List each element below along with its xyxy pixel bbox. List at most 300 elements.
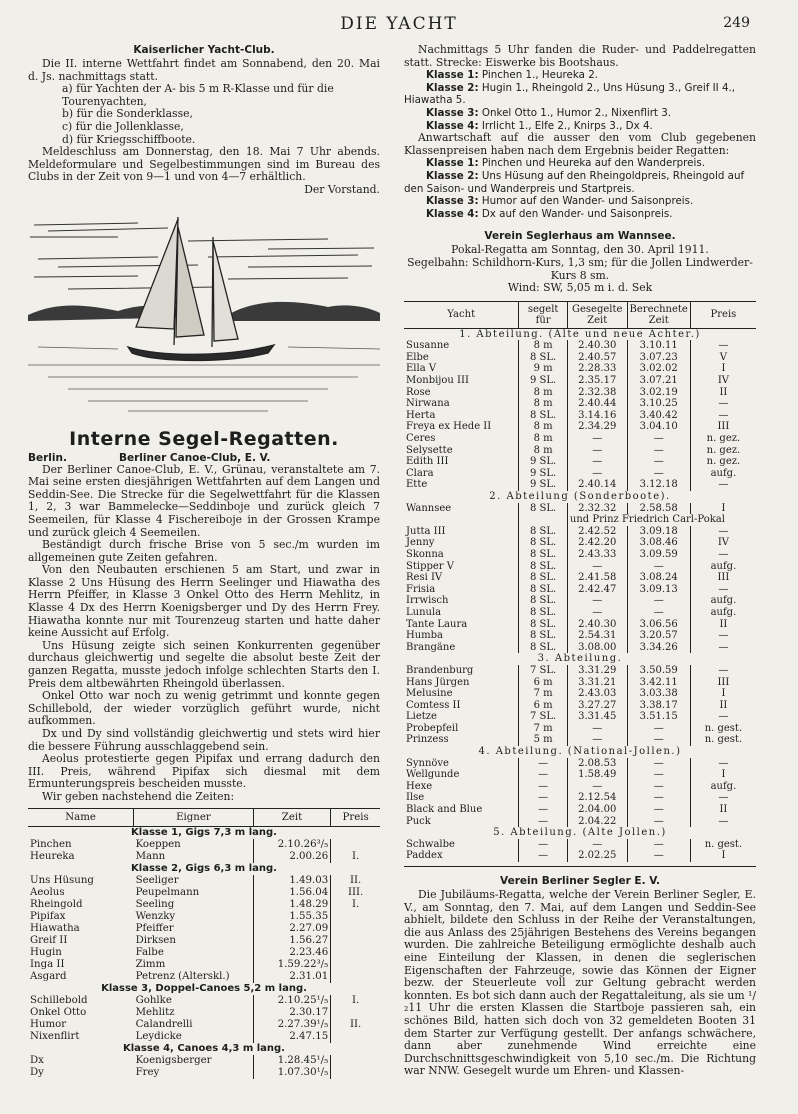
- prize-value: [331, 1007, 380, 1019]
- yacht-name: Melusine: [404, 688, 519, 700]
- calc-time: —: [627, 595, 690, 607]
- yacht-name: Paddex: [404, 850, 519, 862]
- table-row: [404, 445, 756, 457]
- table-row: [404, 433, 756, 445]
- col-name: Name: [28, 808, 134, 826]
- klasse-text: Hugin 1., Rheingold 2., Uns Hüsung 3., Greif II 4., Hiawatha 5.: [404, 81, 736, 107]
- owner-name: Petrenz (Alterskl.): [134, 971, 254, 983]
- regatta-title: Interne Segel-Regatten.: [69, 427, 339, 450]
- klasse-label: Klasse 3:: [426, 106, 479, 119]
- klasse-text: Pinchen 1., Heureka 2.: [481, 69, 599, 82]
- table-row: [404, 758, 756, 770]
- time-value: 1.07.30¹/₅: [253, 1067, 330, 1079]
- calc-time: —: [627, 839, 690, 851]
- calc-time: —: [627, 456, 690, 468]
- sailed-time: 2.42.47: [567, 584, 627, 596]
- table-row: [28, 1067, 380, 1079]
- klasse-result: [404, 82, 756, 107]
- table-row: [404, 607, 756, 619]
- boat-name: Inga II: [30, 958, 65, 970]
- prize-value: [331, 923, 380, 935]
- calc-time: —: [627, 781, 690, 793]
- prize-value: I: [721, 363, 726, 375]
- yacht-name: Jutta III: [404, 526, 519, 538]
- wannsee-table-header: [404, 301, 756, 328]
- boat-name: Hiawatha: [30, 922, 80, 934]
- time-value: 2.27.09: [253, 923, 330, 935]
- wannsee-sub1: Pokal-Regatta am Sonntag, den 30. April 1911.: [451, 243, 709, 257]
- sailed-time: 2.35.17: [567, 375, 627, 387]
- class-value: 9 SL.: [519, 375, 568, 387]
- time-value: 2.23.46: [253, 947, 330, 959]
- table-row: [28, 959, 380, 971]
- table-row: [404, 839, 756, 851]
- berliner-heading: Verein Berliner Segler E. V.: [500, 875, 660, 887]
- table-row: [28, 1007, 380, 1019]
- owner-name: Mehlitz: [134, 1007, 254, 1019]
- class-value: —: [519, 816, 568, 828]
- prize-value: [331, 1055, 380, 1067]
- table-row: [28, 1031, 380, 1043]
- prize-value: IV: [717, 537, 729, 549]
- class-value: 8 SL.: [519, 595, 568, 607]
- owner-name: Dirksen: [134, 935, 254, 947]
- table-row: [404, 792, 756, 804]
- abteilung-title: 4. Abteilung. (National-Jollen.): [478, 746, 682, 758]
- class-value: 8 SL.: [519, 537, 568, 549]
- prize-value: n. gest.: [704, 722, 743, 734]
- calc-time: 3.09.18: [627, 526, 690, 538]
- prize-value: I.: [351, 850, 360, 862]
- boat-name: Hugin: [30, 946, 62, 958]
- yacht-name: Clara: [404, 468, 519, 480]
- table-row: [404, 503, 756, 515]
- prize-value: —: [718, 711, 729, 723]
- prize-value: [331, 947, 380, 959]
- ruder-awards: [404, 157, 756, 220]
- prize-value: [331, 935, 380, 947]
- prize-value: —: [718, 548, 729, 560]
- owner-name: Falbe: [134, 947, 254, 959]
- table-row: [404, 804, 756, 816]
- yacht-name: Skonna: [404, 549, 519, 561]
- table-row: [28, 947, 380, 959]
- yacht-name: Herta: [404, 410, 519, 422]
- page-number: 249: [723, 15, 750, 31]
- prize-value: III: [717, 421, 730, 433]
- klasse-label: Klasse 1:: [426, 157, 479, 170]
- results-table-header: [28, 808, 380, 826]
- klasse-label: Klasse 2:: [426, 81, 479, 94]
- sailed-time: —: [567, 839, 627, 851]
- yacht-name: Lunula: [404, 607, 519, 619]
- yacht-name: Ette: [404, 479, 519, 491]
- calc-time: 3.08.24: [627, 572, 690, 584]
- klasse-text: Uns Hüsung auf den Rheingoldpreis, Rheingold auf den Saison- und Wanderpreis und Startpreis.: [404, 169, 745, 195]
- prize-value: II.: [349, 1018, 362, 1030]
- owner-name: Koenigsberger: [134, 1055, 254, 1067]
- calc-time: 2.58.58: [627, 503, 690, 515]
- class-value: 6 m: [519, 677, 568, 689]
- prize-value: III: [717, 676, 730, 688]
- sailed-time: 2.43.33: [567, 549, 627, 561]
- sailed-time: 2.40.30: [567, 340, 627, 352]
- prize-value: IV: [717, 375, 729, 387]
- prize-value: aufg.: [710, 606, 737, 618]
- klasse-result: [404, 107, 756, 120]
- class-value: 8 SL.: [519, 630, 568, 642]
- table-row: [28, 911, 380, 923]
- class-value: 8 SL.: [519, 642, 568, 654]
- klasse-row: [28, 826, 380, 839]
- calc-time: —: [627, 850, 690, 862]
- calc-time: —: [627, 445, 690, 457]
- klasse-result: [404, 69, 756, 82]
- wannsee-sub3: Wind: SW, 5,05 m i. d. Sek: [507, 281, 653, 295]
- sailed-time: 2.40.44: [567, 398, 627, 410]
- class-value: 8 SL.: [519, 352, 568, 364]
- table-row: [404, 514, 756, 526]
- yacht-name: Nirwana: [404, 398, 519, 410]
- prize-value: —: [718, 479, 729, 491]
- yacht-name: Brangäne: [404, 642, 519, 654]
- sailed-time: —: [567, 468, 627, 480]
- boat-name: Rheingold: [30, 898, 83, 910]
- sailed-time: —: [567, 595, 627, 607]
- prize-value: [331, 911, 380, 923]
- kyc-intro: Die II. interne Wettfahrt findet am Sonnabend, den 20. Mai d. Js. nachmittags statt.: [28, 57, 380, 83]
- yacht-name: Ceres: [404, 433, 519, 445]
- sailed-time: 3.31.45: [567, 711, 627, 723]
- calc-time: 3.42.11: [627, 677, 690, 689]
- prize-value: V: [719, 351, 728, 363]
- calc-time: —: [627, 734, 690, 746]
- sailed-time: —: [567, 445, 627, 457]
- prize-value: aufg.: [710, 560, 737, 572]
- kyc-item: c) für die Jollenklasse,: [62, 119, 184, 133]
- results-table: [28, 808, 380, 1079]
- class-value: 8 m: [519, 340, 568, 352]
- table-row: [28, 923, 380, 935]
- page-header-title: DIE YACHT: [340, 14, 458, 34]
- time-value: 1.56.04: [253, 887, 330, 899]
- table-row: [28, 851, 380, 863]
- klasse-result: [404, 195, 756, 208]
- table-row: [404, 688, 756, 700]
- wannsee-sub2: Segelbahn: Schildhorn-Kurs, 1,3 sm; für die Jollen Lindwerder-Kurs 8 sm.: [407, 255, 753, 282]
- class-value: 8 SL.: [519, 619, 568, 631]
- class-value: 8 SL.: [519, 549, 568, 561]
- left-column: [28, 44, 380, 1079]
- sailed-time: 3.31.21: [567, 677, 627, 689]
- class-value: —: [519, 781, 568, 793]
- prize-value: I: [721, 502, 726, 514]
- klasse-label: Klasse 4, Canoes 4,3 m lang.: [123, 1042, 285, 1054]
- prize-value: II: [719, 618, 728, 630]
- regatta-paragraph: Dx und Dy sind vollständig gleichwertig und stets wird hier die bessere Führung ausschlaggebend sein.: [28, 727, 380, 753]
- table-row: [404, 387, 756, 399]
- calc-time: 3.40.42: [627, 410, 690, 422]
- sailed-time: —: [567, 723, 627, 735]
- yacht-name: Resi IV: [404, 572, 519, 584]
- klasse-label: Klasse 3, Doppel-Canoes 5,2 m lang.: [101, 982, 307, 994]
- yacht-name: Stipper V: [404, 561, 519, 573]
- calc-time: 3.07.23: [627, 352, 690, 364]
- table-row: [404, 526, 756, 538]
- table-row: [28, 995, 380, 1007]
- prize-value: —: [718, 340, 729, 352]
- table-row: [28, 971, 380, 983]
- time-value: 2.47.15: [253, 1031, 330, 1043]
- klasse-label: Klasse 1, Gigs 7,3 m lang.: [131, 826, 277, 838]
- abteilung-title: 2. Abteilung (Sonderboote).: [489, 491, 671, 502]
- sailed-time: 3.31.29: [567, 665, 627, 677]
- prize-value: —: [718, 757, 729, 769]
- yacht-name: Humba: [404, 630, 519, 642]
- class-value: 8 SL.: [519, 503, 568, 515]
- class-value: 8 SL.: [519, 561, 568, 573]
- owner-name: Gohlke: [134, 995, 254, 1007]
- calc-time: —: [627, 433, 690, 445]
- owner-name: Mann: [134, 851, 254, 863]
- yacht-name: Monbijou III: [404, 375, 519, 387]
- yacht-name: Prinzess: [404, 734, 519, 746]
- prize-value: II: [719, 804, 728, 816]
- boat-name: Dx: [30, 1054, 44, 1066]
- table-row: [404, 572, 756, 584]
- col-gesegelte: Gesegelte Zeit: [567, 301, 627, 328]
- prize-value: n. gez.: [706, 433, 741, 445]
- boat-name: Onkel Otto: [30, 1006, 87, 1018]
- sailed-time: —: [567, 433, 627, 445]
- class-value: 9 SL.: [519, 456, 568, 468]
- table-row: [404, 363, 756, 375]
- yacht-name: Wellgunde: [404, 769, 519, 781]
- abteilung-row: [404, 746, 756, 758]
- prize-value: —: [718, 664, 729, 676]
- class-value: 8 m: [519, 445, 568, 457]
- prize-value: aufg.: [710, 595, 737, 607]
- regatta-paragraph: Der Berliner Canoe-Club, E. V., Grünau, veranstaltete am 7. Mai seine ersten diesjährigen Wettfahrten auf dem Langen und Seddin-See. Die Strecke für die Segelwettfahrt für die Klassen 1, 2, 3 war Bammelecke—Seddinboje und zurück gleich 7 Seemeilen, für Klasse 4 Fischereiboje in der Grossen Krampe und zurück gleich 4 Seemeilen.: [28, 462, 380, 539]
- class-value: 6 m: [519, 700, 568, 712]
- klasse-text: Dx auf den Wander- und Saisonpreis.: [481, 207, 673, 220]
- calc-time: —: [627, 804, 690, 816]
- prize-value: n. gest.: [704, 734, 743, 746]
- sailed-time: 2.08.53: [567, 758, 627, 770]
- yacht-name: Jenny: [404, 537, 519, 549]
- calc-time: 3.51.15: [627, 711, 690, 723]
- table-row: [404, 479, 756, 491]
- table-row: [404, 642, 756, 654]
- col-preis-wannsee: Preis: [690, 301, 756, 328]
- time-value: 2.00.26: [253, 851, 330, 863]
- klasse-row: [28, 863, 380, 875]
- table-row: [404, 619, 756, 631]
- table-row: [404, 723, 756, 735]
- class-value: 5 m: [519, 734, 568, 746]
- klasse-result: [404, 170, 756, 195]
- col-preis: Preis: [331, 808, 380, 826]
- sailed-time: —: [567, 734, 627, 746]
- yacht-name: Susanne: [404, 340, 519, 352]
- table-row: [404, 711, 756, 723]
- calc-time: —: [627, 607, 690, 619]
- owner-name: Peupelmann: [134, 887, 254, 899]
- prize-value: —: [718, 583, 729, 595]
- boat-name: Pipifax: [30, 910, 66, 922]
- regatta-paragraph: Aeolus protestierte gegen Pipifax und errang dadurch den III. Preis, während Pipifax sich diesmal mit dem Ermunterungspreis bescheiden musste.: [28, 752, 380, 791]
- calc-time: 3.34.26: [627, 642, 690, 654]
- time-value: 1.49.03: [253, 875, 330, 887]
- sailed-time: 2.41.58: [567, 572, 627, 584]
- owner-name: Wenzky: [134, 911, 254, 923]
- table-row: [404, 734, 756, 746]
- klasse-label: Klasse 1:: [426, 69, 479, 82]
- yacht-name: Irrwisch: [404, 595, 519, 607]
- calc-time: 3.09.59: [627, 549, 690, 561]
- klasse-label: Klasse 2:: [426, 169, 479, 182]
- yacht-name: Tante Laura: [404, 619, 519, 631]
- table-row: [404, 398, 756, 410]
- regatta-subheading: [28, 452, 380, 464]
- klasse-row: [28, 1043, 380, 1055]
- yacht-name: Black and Blue: [404, 804, 519, 816]
- col-segelt: segelt für: [519, 301, 568, 328]
- col-yacht: Yacht: [404, 301, 519, 328]
- time-value: 1.48.29: [253, 899, 330, 911]
- prize-value: [331, 959, 380, 971]
- abteilung-row: [404, 827, 756, 839]
- boat-name: Uns Hüsung: [30, 874, 94, 886]
- class-value: —: [519, 804, 568, 816]
- sailed-time: 2.28.33: [567, 363, 627, 375]
- klasse-label: Klasse 3:: [426, 195, 479, 208]
- abteilung-row: [404, 491, 756, 503]
- yacht-name: Selysette: [404, 445, 519, 457]
- owner-name: Seeliger: [134, 875, 254, 887]
- col-eigner: Eigner: [134, 808, 254, 826]
- sailed-time: —: [567, 561, 627, 573]
- prize-value: [331, 839, 380, 851]
- calc-time: 3.04.10: [627, 421, 690, 433]
- calc-time: —: [627, 723, 690, 735]
- calc-time: 3.38.17: [627, 700, 690, 712]
- class-value: [519, 514, 568, 526]
- klasse-row: [28, 983, 380, 995]
- class-value: 8 m: [519, 398, 568, 410]
- prize-value: —: [718, 641, 729, 653]
- sailed-time: 2.40.14: [567, 479, 627, 491]
- table-row: [404, 468, 756, 480]
- calc-time: 3.06.56: [627, 619, 690, 631]
- class-value: 9 m: [519, 363, 568, 375]
- class-value: —: [519, 792, 568, 804]
- sailed-time: 3.08.00: [567, 642, 627, 654]
- abteilung-row: [404, 653, 756, 665]
- prize-value: —: [718, 409, 729, 421]
- sailed-time: —: [567, 607, 627, 619]
- regatta-paragraphs: [28, 464, 380, 804]
- table-row: [404, 340, 756, 352]
- table-row: [404, 816, 756, 828]
- yacht-name: Comtess II: [404, 700, 519, 712]
- class-value: 7 m: [519, 723, 568, 735]
- boat-name: Pinchen: [30, 838, 72, 850]
- sailed-time: 2.42.52: [567, 526, 627, 538]
- yacht-name: Hexe: [404, 781, 519, 793]
- yacht-name: Wannsee: [404, 503, 519, 515]
- table-row: [404, 352, 756, 364]
- regatta-paragraph: Onkel Otto war noch zu wenig getrimmt und konnte gegen Schillebold, der wieder vorzüglich geführt wurde, nicht aufkommen.: [28, 689, 380, 728]
- regatta-club: Berliner Canoe-Club, E. V.: [118, 451, 271, 464]
- sailed-time: 2.32.38: [567, 387, 627, 399]
- calc-time: 3.03.38: [627, 688, 690, 700]
- class-value: 7 SL.: [519, 665, 568, 677]
- note-value: und Prinz Friedrich Carl-Pokal: [569, 514, 725, 526]
- table-row: [404, 665, 756, 677]
- table-row: [404, 549, 756, 561]
- prize-value: II: [719, 699, 728, 711]
- yacht-name: Elbe: [404, 352, 519, 364]
- regatta-paragraph: Wir geben nachstehend die Zeiten:: [42, 789, 235, 803]
- table-row: [404, 700, 756, 712]
- prize-value: n. gest.: [704, 838, 743, 850]
- abteilung-title: 1. Abteilung. (Alte und neue Achter.): [459, 328, 701, 340]
- time-value: 1.55.35: [253, 911, 330, 923]
- prize-value: III: [717, 572, 730, 584]
- wannsee-heading: Verein Seglerhaus am Wannsee.: [484, 230, 676, 243]
- abteilung-title: 3. Abteilung.: [537, 653, 623, 665]
- prize-value: n. gez.: [706, 444, 741, 456]
- prize-value: I: [721, 850, 726, 862]
- prize-value: II: [719, 386, 728, 398]
- boat-name: Asgard: [30, 970, 67, 982]
- klasse-text: Humor auf den Wander- und Saisonpreis.: [481, 195, 694, 208]
- table-row: [404, 537, 756, 549]
- table-row: [404, 781, 756, 793]
- sailed-time: 2.02.25: [567, 850, 627, 862]
- abteilung-title: 5. Abteilung. (Alte Jollen.): [493, 827, 667, 839]
- time-value: 2.27.39¹/₅: [253, 1019, 330, 1031]
- table-row: [404, 850, 756, 862]
- boat-name: Greif II: [30, 934, 68, 946]
- class-value: 8 SL.: [519, 526, 568, 538]
- calc-time: 3.02.02: [627, 363, 690, 375]
- prize-value: [331, 1067, 380, 1079]
- kyc-heading: Kaiserlicher Yacht-Club.: [133, 44, 275, 56]
- prize-value: —: [718, 630, 729, 642]
- time-value: 2.10.25¹/₅: [253, 995, 330, 1007]
- sailed-time: 2.40.57: [567, 352, 627, 364]
- boat-name: Nixenflirt: [30, 1030, 80, 1042]
- prize-value: n. gez.: [706, 456, 741, 468]
- abteilung-row: [404, 328, 756, 340]
- regatta-paragraph: Uns Hüsung zeigte sich seinen Konkurrenten gegenüber durchaus gleichwertig und segelte die absolut beste Zeit der ganzen Regatta, musste jedoch infolge schlechten Starts den I. Preis dem altbewährten Rheingold überlassen.: [28, 638, 380, 690]
- regatta-paragraph: Von den Neubauten erschienen 5 am Start, und zwar in Klasse 2 Uns Hüsung des Herrn Seelinger und Hiawatha des Herrn Pfeiffer, in Klasse 3 Onkel Otto des Herrn Mehlitz, in Klasse 4 Dx des Herrn Koenigsberger und Dy des Herrn Frey. Hiawatha konnte nur mit Tourenzeug starten und hatte daher keine Aussicht auf Erfolg.: [28, 563, 380, 640]
- calc-time: 3.10.11: [627, 340, 690, 352]
- class-value: —: [519, 769, 568, 781]
- prize-value: I.: [351, 994, 360, 1006]
- owner-name: Frey: [134, 1067, 254, 1079]
- sailed-time: 2.42.20: [567, 537, 627, 549]
- table-row: [28, 1019, 380, 1031]
- calc-time: 3.07.21: [627, 375, 690, 387]
- table-row: [404, 769, 756, 781]
- prize-value: —: [718, 792, 729, 804]
- table-row: [28, 1055, 380, 1067]
- boat-name: Humor: [30, 1018, 67, 1030]
- boat-name: Aeolus: [30, 886, 65, 898]
